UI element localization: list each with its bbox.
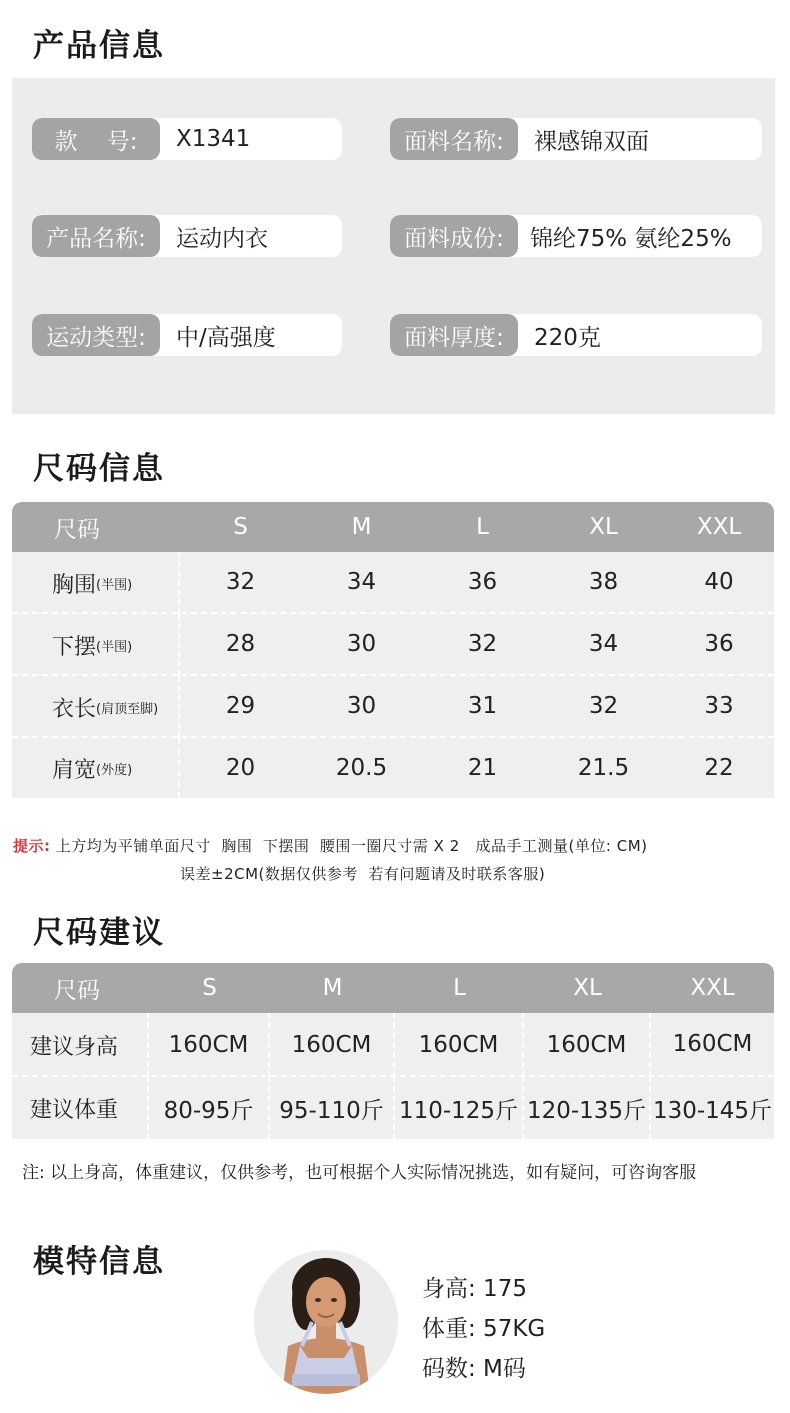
header-cell: XXL bbox=[696, 514, 742, 540]
table-cell: 36 bbox=[467, 569, 498, 595]
header-cell: L bbox=[453, 975, 466, 1001]
header-cell: S bbox=[202, 975, 217, 1001]
header-cell: XL bbox=[573, 975, 602, 1001]
header-cell: M bbox=[322, 975, 343, 1001]
info-field-style-number bbox=[32, 118, 342, 160]
table-row bbox=[12, 1013, 774, 1077]
row-label-note: (外度) bbox=[96, 762, 133, 778]
table-cell: 36 bbox=[704, 631, 734, 657]
product-info-title: 产品信息 bbox=[33, 28, 165, 64]
row-label bbox=[12, 552, 180, 614]
table-cell: 32 bbox=[467, 631, 498, 657]
row-label-text: 胸围 bbox=[52, 572, 97, 598]
size-hint-line1 bbox=[13, 835, 648, 856]
header-cell: 尺码 bbox=[54, 977, 100, 1004]
model-photo bbox=[254, 1250, 398, 1394]
size-advice-table bbox=[12, 963, 774, 1139]
header-cell: L bbox=[476, 514, 489, 540]
product-info-panel bbox=[12, 78, 775, 414]
table-cell: 32 bbox=[225, 569, 256, 595]
table-cell: 160CM bbox=[395, 1013, 524, 1077]
model-info-title: 模特信息 bbox=[33, 1244, 165, 1280]
table-cell: 21 bbox=[467, 755, 498, 781]
row-label-note: (半围) bbox=[96, 639, 133, 655]
size-advice-note: 注: 以上身高，体重建议，仅供参考，也可根据个人实际情况挑选，如有疑问，可咨询客服 bbox=[22, 1163, 697, 1183]
table-cell: 34 bbox=[588, 631, 619, 657]
info-value: 运动内衣 bbox=[176, 225, 268, 252]
info-field-sport-type bbox=[32, 314, 342, 356]
info-field-fabric-name bbox=[390, 118, 762, 160]
info-field-fabric-weight bbox=[390, 314, 762, 356]
table-cell: 160CM bbox=[672, 1031, 753, 1057]
table-cell: 95-110斤 bbox=[270, 1077, 395, 1139]
advice-table-header bbox=[12, 963, 774, 1013]
size-info-table bbox=[12, 502, 774, 798]
table-cell: 21.5 bbox=[577, 755, 630, 781]
table-row bbox=[12, 552, 774, 614]
table-cell: 33 bbox=[704, 693, 734, 719]
table-cell: 40 bbox=[704, 569, 734, 595]
model-size: 码数: M码 bbox=[422, 1356, 526, 1382]
table-row bbox=[12, 676, 774, 738]
table-row bbox=[12, 738, 774, 798]
table-cell: 30 bbox=[346, 693, 377, 719]
row-label bbox=[12, 738, 180, 798]
info-value: 中/高强度 bbox=[176, 324, 276, 351]
table-row bbox=[12, 1077, 774, 1139]
row-label: 建议身高 bbox=[12, 1013, 149, 1077]
row-label bbox=[12, 614, 180, 676]
table-cell: 28 bbox=[225, 631, 256, 657]
row-label-text: 衣长 bbox=[52, 696, 97, 722]
info-field-product-name bbox=[32, 215, 342, 257]
info-key: 产品名称: bbox=[32, 215, 160, 257]
size-hint-line2: 误差±2CM(数据仅供参考 若有问题请及时联系客服) bbox=[180, 865, 546, 883]
table-cell: 160CM bbox=[524, 1013, 651, 1077]
info-key: 面料成份: bbox=[390, 215, 518, 257]
table-cell: 22 bbox=[704, 755, 734, 781]
info-value: 裸感锦双面 bbox=[534, 128, 649, 155]
table-cell: 160CM bbox=[149, 1013, 270, 1077]
table-cell: 30 bbox=[346, 631, 377, 657]
info-key: 面料厚度: bbox=[390, 314, 518, 356]
info-value: 220克 bbox=[534, 324, 601, 351]
row-label-note: (半围) bbox=[96, 577, 133, 593]
table-cell: 20.5 bbox=[335, 755, 388, 781]
info-value: 锦纶75% 氨纶25% bbox=[530, 225, 732, 252]
info-value: X1341 bbox=[176, 126, 251, 152]
model-weight: 体重: 57KG bbox=[422, 1316, 546, 1342]
size-table-header bbox=[12, 502, 774, 552]
table-row bbox=[12, 614, 774, 676]
table-cell: 110-125斤 bbox=[395, 1077, 524, 1139]
header-cell: S bbox=[233, 514, 248, 540]
row-label: 建议体重 bbox=[12, 1077, 149, 1139]
table-cell: 38 bbox=[588, 569, 619, 595]
table-cell: 31 bbox=[467, 693, 498, 719]
info-key: 运动类型: bbox=[32, 314, 160, 356]
header-cell: XL bbox=[589, 514, 618, 540]
table-cell: 32 bbox=[588, 693, 619, 719]
hint-label: 提示: bbox=[13, 837, 51, 855]
table-cell: 29 bbox=[225, 693, 256, 719]
row-label-text: 肩宽 bbox=[52, 757, 97, 783]
table-cell: 20 bbox=[225, 755, 256, 781]
header-cell: XXL bbox=[690, 975, 735, 1001]
row-label-text: 下摆 bbox=[52, 634, 97, 660]
table-cell: 130-145斤 bbox=[652, 1097, 773, 1124]
info-key: 款 号: bbox=[32, 118, 160, 160]
table-cell: 80-95斤 bbox=[149, 1077, 270, 1139]
table-cell: 120-135斤 bbox=[524, 1077, 651, 1139]
info-field-fabric-composition bbox=[390, 215, 762, 257]
hint-text: 上方均为平铺单面尺寸 胸围 下摆围 腰围一圈尺寸需 X 2 成品手工测量(单位: CM) bbox=[55, 837, 648, 855]
header-cell: 尺码 bbox=[54, 516, 100, 543]
size-info-title: 尺码信息 bbox=[33, 451, 165, 487]
row-label bbox=[12, 676, 180, 738]
size-advice-title: 尺码建议 bbox=[33, 915, 165, 951]
model-height: 身高: 175 bbox=[422, 1276, 527, 1302]
row-label-note: (肩顶至脚) bbox=[96, 701, 159, 717]
table-cell: 160CM bbox=[270, 1013, 395, 1077]
info-key: 面料名称: bbox=[390, 118, 518, 160]
header-cell: M bbox=[351, 514, 372, 540]
table-cell: 34 bbox=[346, 569, 377, 595]
